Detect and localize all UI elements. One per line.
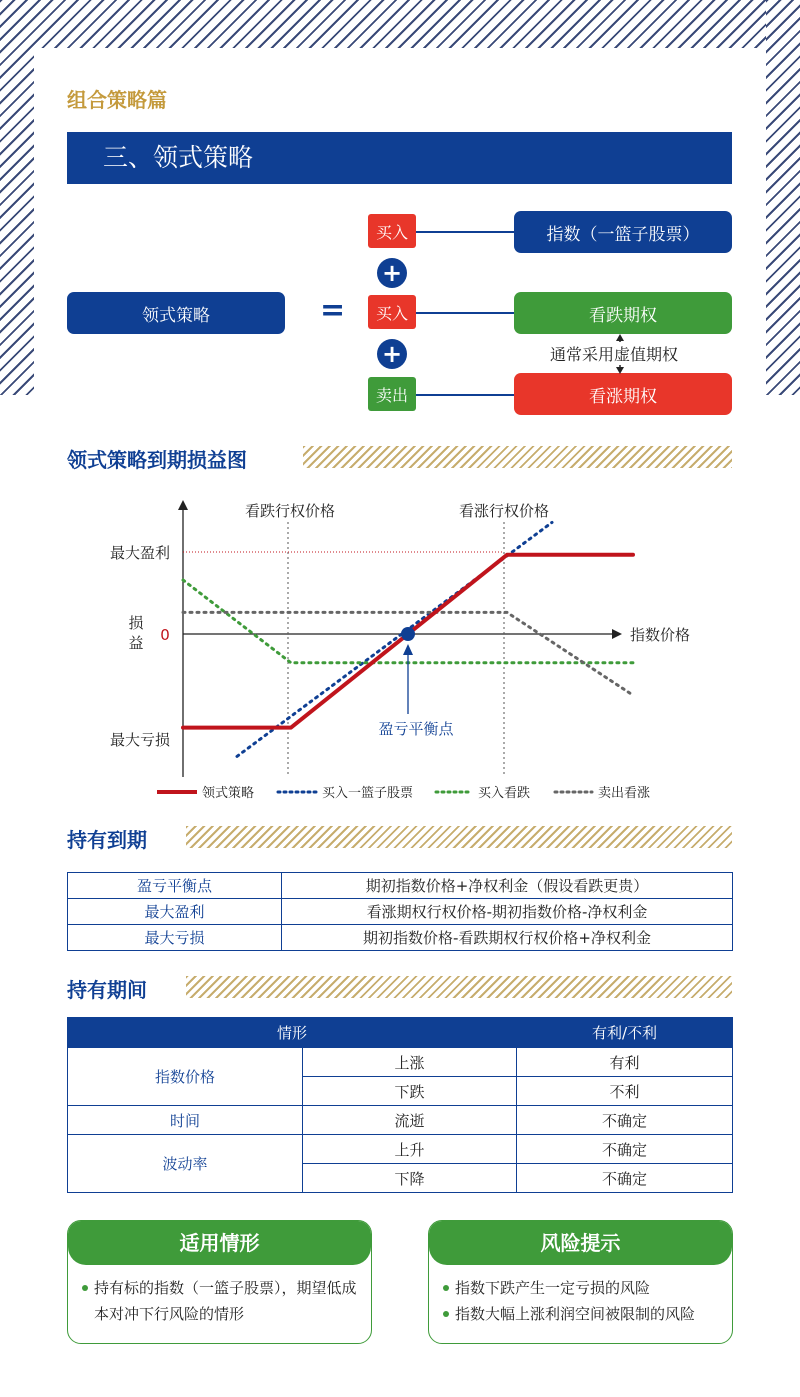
decorative-stripes-top <box>0 0 800 48</box>
applicable-card-title: 适用情形 <box>68 1221 371 1265</box>
max-loss-row-label: 最大亏损 <box>68 925 282 951</box>
bullet-icon <box>82 1285 88 1291</box>
case-cell: 下跌 <box>303 1077 517 1106</box>
applicable-card <box>67 1220 372 1344</box>
table-row <box>68 1135 733 1164</box>
max-profit-row-label: 最大盈利 <box>68 899 282 925</box>
call-strike-label: 看涨行权价格 <box>458 502 550 520</box>
bullet-icon <box>443 1285 449 1291</box>
table-row <box>68 925 733 951</box>
list-item <box>443 1301 718 1327</box>
case-cell: 上升 <box>303 1135 517 1164</box>
payoff-chart <box>60 492 740 812</box>
group-volatility: 波动率 <box>68 1135 303 1193</box>
page-title: 三、领式策略 <box>67 132 732 184</box>
action-buy-put: 买入 <box>368 295 416 329</box>
result-cell: 不确定 <box>517 1106 733 1135</box>
section-hatch <box>186 976 732 998</box>
holding-section-title: 持有期间 <box>67 978 147 1002</box>
group-index-price: 指数价格 <box>68 1048 303 1106</box>
breakeven-row-label: 盈亏平衡点 <box>68 873 282 899</box>
case-cell: 上涨 <box>303 1048 517 1077</box>
x-axis-label: 指数价格 <box>630 626 691 644</box>
action-buy-index: 买入 <box>368 214 416 248</box>
case-cell: 流逝 <box>303 1106 517 1135</box>
action-sell-call: 卖出 <box>368 377 416 411</box>
legend <box>157 785 650 801</box>
legend-strategy: 领式策略 <box>202 786 255 801</box>
risk-card <box>428 1220 733 1344</box>
connector-line-1 <box>416 231 516 233</box>
decorative-stripes-right <box>766 0 800 395</box>
strategy-box: 领式策略 <box>67 292 285 334</box>
result-cell: 不确定 <box>517 1135 733 1164</box>
decorative-stripes-left <box>0 0 34 395</box>
payoff-section-title: 领式策略到期损益图 <box>67 448 247 472</box>
y-axis-arrow-icon <box>178 500 188 510</box>
holding-table <box>67 1017 733 1193</box>
result-cell: 不确定 <box>517 1164 733 1193</box>
asset-put-box: 看跌期权 <box>514 292 732 334</box>
header-favorable: 有利/不利 <box>517 1018 733 1048</box>
equals-sign: = <box>320 293 346 328</box>
breakeven-point <box>401 627 415 641</box>
plus-icon-1: + <box>377 258 407 288</box>
legend-call: 卖出看涨 <box>598 786 651 801</box>
risk-card-title: 风险提示 <box>429 1221 732 1265</box>
group-time: 时间 <box>68 1106 303 1135</box>
table-row <box>68 1048 733 1077</box>
table-row <box>68 873 733 899</box>
result-cell: 有利 <box>517 1048 733 1077</box>
otm-note: 通常采用虚值期权 <box>546 342 682 365</box>
x-axis-arrow-icon <box>612 629 622 639</box>
list-item <box>443 1275 718 1301</box>
table-row <box>68 1106 733 1135</box>
asset-index-box: 指数（一篮子股票） <box>514 211 732 253</box>
case-cell: 下降 <box>303 1164 517 1193</box>
category-label: 组合策略篇 <box>67 88 167 112</box>
zero-label: 0 <box>160 626 170 644</box>
legend-stock: 买入一篮子股票 <box>322 786 414 801</box>
max-profit-row-value: 看涨期权行权价格-期初指数价格-净权利金 <box>282 899 733 925</box>
max-loss-label: 最大亏损 <box>109 731 170 749</box>
breakeven-arrow-icon <box>403 644 413 655</box>
max-loss-row-value: 期初指数价格-看跌期权行权价格+净权利金 <box>282 925 733 951</box>
list-item <box>82 1275 357 1327</box>
max-profit-label: 最大盈利 <box>109 544 170 562</box>
breakeven-row-value: 期初指数价格+净权利金（假设看跌更贵） <box>282 873 733 899</box>
applicable-point: 持有标的指数（一篮子股票），期望低成本对冲下行风险的情形 <box>94 1279 357 1323</box>
asset-call-box: 看涨期权 <box>514 373 732 415</box>
plus-icon-2: + <box>377 339 407 369</box>
table-row <box>68 899 733 925</box>
breakeven-label: 盈亏平衡点 <box>378 720 454 738</box>
risk-point-2: 指数大幅上涨利润空间被限制的风险 <box>455 1305 696 1323</box>
bullet-icon <box>443 1311 449 1317</box>
result-cell: 不利 <box>517 1077 733 1106</box>
legend-put: 买入看跌 <box>478 786 531 801</box>
risk-point-1: 指数下跌产生一定亏损的风险 <box>455 1279 651 1297</box>
section-hatch <box>303 446 732 468</box>
expiry-section-title: 持有到期 <box>67 828 147 852</box>
expiry-table <box>67 872 733 951</box>
connector-line-2 <box>416 312 516 314</box>
connector-line-3 <box>416 394 516 396</box>
section-hatch <box>186 826 732 848</box>
pnl-label-2: 益 <box>128 634 144 652</box>
put-strike-label: 看跌行权价格 <box>244 502 336 520</box>
table-header-row <box>68 1018 733 1048</box>
pnl-label-1: 损 <box>128 614 144 632</box>
header-scenario: 情形 <box>68 1018 517 1048</box>
